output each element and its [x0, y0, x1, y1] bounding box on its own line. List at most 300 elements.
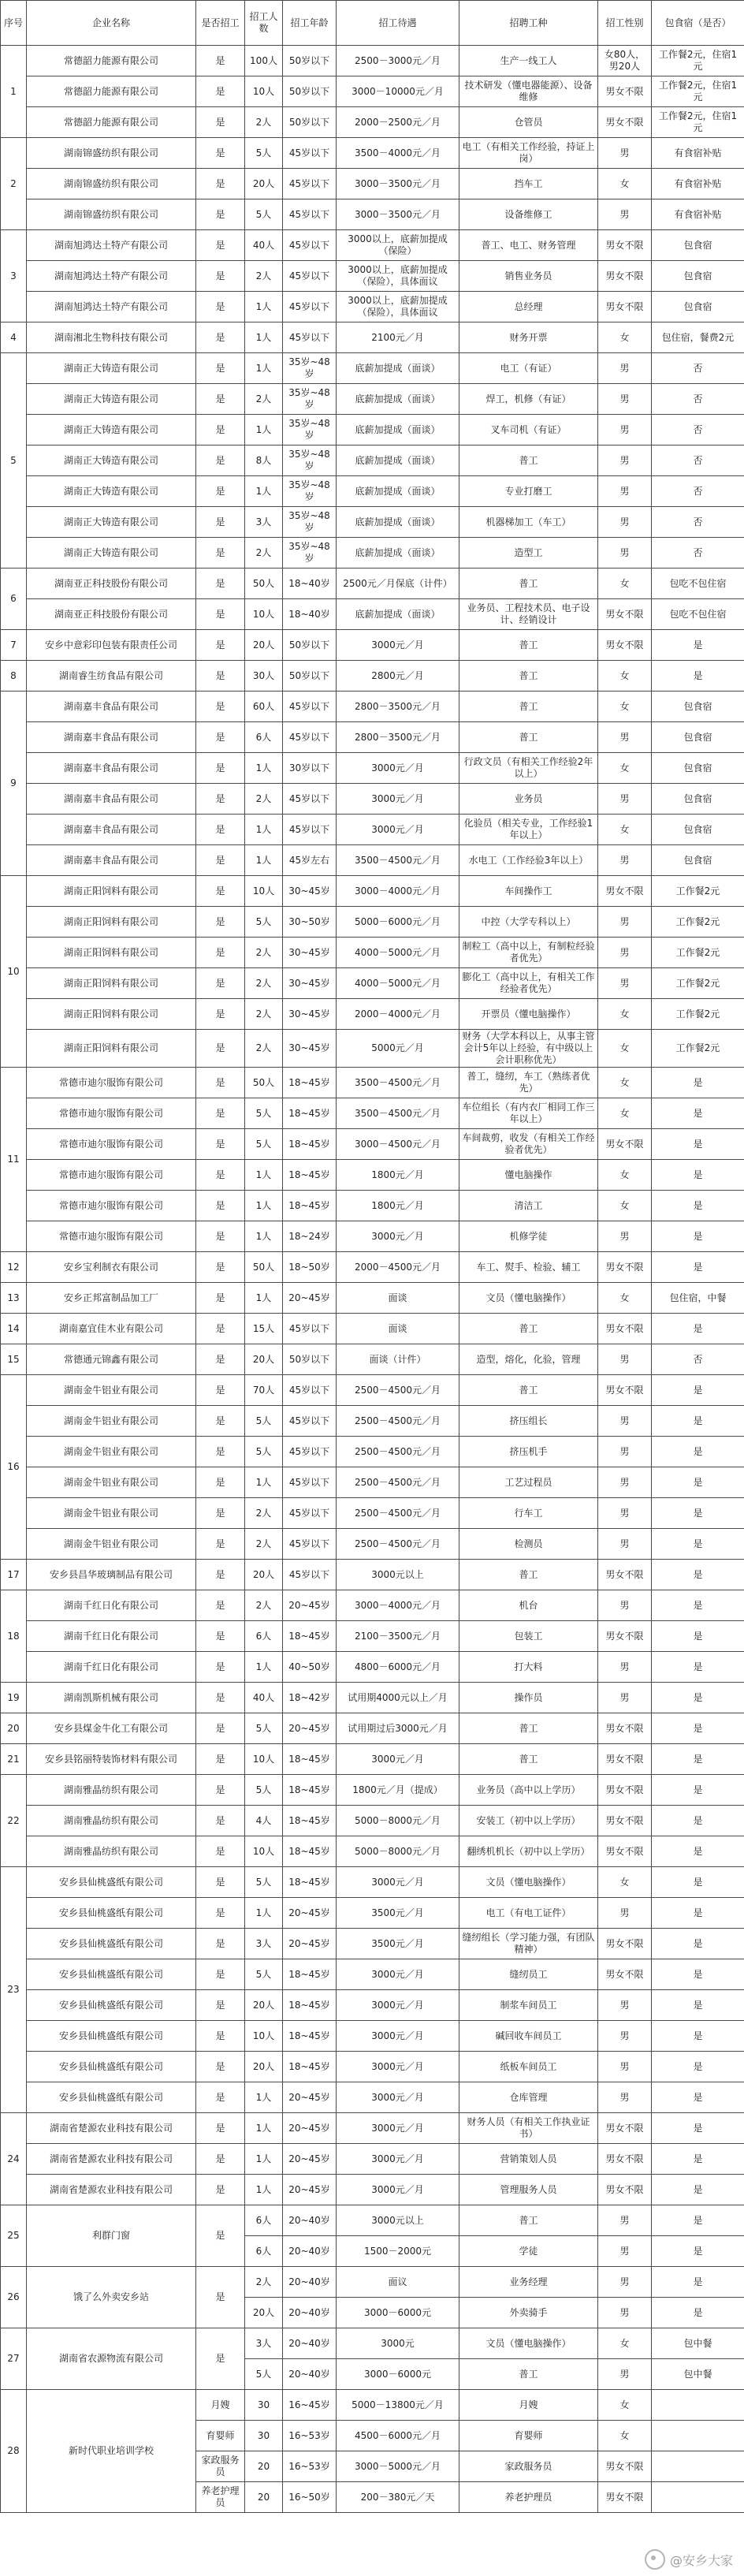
- job-type: 财务人员（有相关工作执业证书）: [459, 2113, 598, 2144]
- table-row: [1, 968, 744, 999]
- gender: 男: [598, 2052, 652, 2082]
- board-lodging: 否: [652, 415, 744, 445]
- table-row: [1, 445, 744, 476]
- gender: 男: [598, 1529, 652, 1560]
- hire-count: 1人: [245, 2082, 283, 2113]
- pay: 底薪加提成（面谈）: [337, 476, 459, 507]
- company-name: 湖南亚正科技股份有限公司: [27, 599, 196, 630]
- table-row: [1, 2175, 744, 2205]
- gender: 女: [598, 1160, 652, 1191]
- age-range: 45岁以下: [283, 138, 337, 169]
- board-lodging: 是: [652, 1252, 744, 1283]
- hire-count: 2人: [245, 938, 283, 968]
- job-type: 业务员（高中以上学历）: [459, 1775, 598, 1806]
- company-name: 湖南金牛铝业有限公司: [27, 1529, 196, 1560]
- is-hiring: 是: [196, 1929, 245, 1959]
- age-range: 16~53岁: [283, 2451, 337, 2482]
- hire-count: 3人: [245, 507, 283, 538]
- age-range: 45岁以下: [283, 1529, 337, 1560]
- is-hiring: 是: [196, 1030, 245, 1068]
- table-header-row: [1, 1, 744, 46]
- pay: 3500元／月: [337, 1898, 459, 1929]
- company-name: 常德市迪尔服饰有限公司: [27, 1068, 196, 1098]
- pay: 4000－5000元／月: [337, 968, 459, 999]
- board-lodging: 是: [652, 2144, 744, 2175]
- is-hiring: 是: [196, 2082, 245, 2113]
- job-type: 普工: [459, 2205, 598, 2236]
- board-lodging: 否: [652, 1344, 744, 1375]
- hire-count: 50人: [245, 569, 283, 599]
- job-type: 普工: [459, 722, 598, 753]
- table-row: [1, 1775, 744, 1806]
- job-type: 车工、熨手、检验、辅工: [459, 1252, 598, 1283]
- age-range: 30~45岁: [283, 968, 337, 999]
- is-hiring: 是: [196, 1221, 245, 1252]
- age-range: 20~45岁: [283, 1590, 337, 1621]
- table-row: [1, 169, 744, 199]
- age-range: 20~45岁: [283, 2082, 337, 2113]
- header-cell: 招工年龄: [283, 1, 337, 46]
- job-type: 外卖骑手: [459, 2298, 598, 2328]
- age-range: 30~45岁: [283, 1030, 337, 1068]
- gender: 女: [598, 2421, 652, 2451]
- is-hiring: 是: [196, 1498, 245, 1529]
- pay: 底薪加提成（面谈）: [337, 599, 459, 630]
- hire-count: 3人: [245, 1929, 283, 1959]
- job-type: 文员（懂电脑操作）: [459, 1283, 598, 1314]
- hire-count: 2人: [245, 1498, 283, 1529]
- pay: 3000元: [337, 2328, 459, 2359]
- is-hiring: 是: [196, 46, 245, 76]
- pay: 3000以上，底薪加提成（保险），具体面议: [337, 292, 459, 322]
- company-name: 安乡中意彩印包装有限责任公司: [27, 630, 196, 661]
- table-row: [1, 1314, 744, 1344]
- job-type: 普工: [459, 2359, 598, 2390]
- hire-count: 1人: [245, 845, 283, 876]
- company-name: 湖南旭鸿达土特产有限公司: [27, 261, 196, 292]
- is-hiring: 是: [196, 322, 245, 353]
- is-hiring: 是: [196, 1098, 245, 1129]
- gender: 男女不限: [598, 1129, 652, 1160]
- hire-count: 5人: [245, 1406, 283, 1437]
- job-type: 家政服务员: [459, 2451, 598, 2482]
- age-range: 45岁以下: [283, 784, 337, 815]
- gender: 男: [598, 2267, 652, 2298]
- table-row: [1, 2021, 744, 2052]
- is-hiring: 是: [196, 599, 245, 630]
- hire-count: 50人: [245, 1068, 283, 1098]
- hire-count: 2人: [245, 538, 283, 569]
- job-type: 制粒工（高中以上，有制粒经验者优先）: [459, 938, 598, 968]
- pay: 200－380元／天: [337, 2482, 459, 2513]
- age-range: 35岁~48岁: [283, 507, 337, 538]
- row-number: 19: [1, 1683, 27, 1713]
- pay: 3000－4000元／月: [337, 876, 459, 907]
- is-hiring: 是: [196, 1959, 245, 1990]
- hire-count: 2人: [245, 1529, 283, 1560]
- table-row: [1, 1344, 744, 1375]
- job-type: 检测员: [459, 1529, 598, 1560]
- is-hiring: 是: [196, 2113, 245, 2144]
- board-lodging: 是: [652, 1406, 744, 1437]
- row-number: 4: [1, 322, 27, 353]
- job-type: 普工: [459, 661, 598, 692]
- board-lodging: 是: [652, 1713, 744, 1744]
- company-name: 湖南省楚源农业科技有限公司: [27, 2113, 196, 2144]
- pay: 3500－4000元／月: [337, 138, 459, 169]
- table-row: [1, 999, 744, 1030]
- job-type: 造型，熔化，化验，管理: [459, 1344, 598, 1375]
- table-row: [1, 353, 744, 384]
- job-type: 销售业务员: [459, 261, 598, 292]
- board-lodging: 工作餐2元: [652, 999, 744, 1030]
- hire-count: 2人: [245, 1590, 283, 1621]
- header-cell: 包食宿（是否）: [652, 1, 744, 46]
- job-type: 开票员（懂电脑操作）: [459, 999, 598, 1030]
- watermark: [645, 2549, 733, 2570]
- company-name: 常德市迪尔服饰有限公司: [27, 1221, 196, 1252]
- age-range: 30~45岁: [283, 876, 337, 907]
- job-type: 碱回收车间员工: [459, 2021, 598, 2052]
- age-range: 18~24岁: [283, 1221, 337, 1252]
- is-hiring: 是: [196, 169, 245, 199]
- hire-count: 20人: [245, 1560, 283, 1590]
- company-name: 湖南省楚源农业科技有限公司: [27, 2144, 196, 2175]
- board-lodging: 有食宿补贴: [652, 199, 744, 230]
- hire-count: 20人: [245, 169, 283, 199]
- hire-count: 5人: [245, 907, 283, 938]
- age-range: 35岁~48岁: [283, 415, 337, 445]
- pay: 5000－13800元／月: [337, 2390, 459, 2421]
- gender: 女: [598, 661, 652, 692]
- company-name: 湖南亚正科技股份有限公司: [27, 569, 196, 599]
- age-range: 20~45岁: [283, 2175, 337, 2205]
- pay: 底薪加提成（面谈）: [337, 415, 459, 445]
- is-hiring: 是: [196, 1713, 245, 1744]
- row-number: 16: [1, 1375, 27, 1560]
- is-hiring: 是: [196, 1314, 245, 1344]
- pay: 3000元／月: [337, 1867, 459, 1898]
- hire-count: 20人: [245, 1344, 283, 1375]
- row-number: 26: [1, 2267, 27, 2328]
- company-name: 常德韶力能源有限公司: [27, 46, 196, 76]
- pay: 2000－2500元／月: [337, 107, 459, 138]
- pay: 5000－8000元／月: [337, 1836, 459, 1867]
- job-type: 行政文员（有相关工作经验2年以上）: [459, 753, 598, 784]
- is-hiring: 是: [196, 1652, 245, 1683]
- company-name: 湖南省农源物流有限公司: [27, 2328, 196, 2390]
- pay: 1800元／月（提成）: [337, 1775, 459, 1806]
- table-body: [1, 46, 744, 2513]
- pay: 试用期4000元以上／月: [337, 1683, 459, 1713]
- gender: 女: [598, 2390, 652, 2421]
- board-lodging: 包食宿: [652, 753, 744, 784]
- gender: 女: [598, 322, 652, 353]
- gender: 男女不限: [598, 1252, 652, 1283]
- pay: 3500－4500元／月: [337, 1068, 459, 1098]
- company-name: 利群门窗: [27, 2205, 196, 2267]
- gender: 男女不限: [598, 2482, 652, 2513]
- age-range: 20~45岁: [283, 2113, 337, 2144]
- job-type: 普工: [459, 1560, 598, 1590]
- company-name: 湖南正阳饲料有限公司: [27, 968, 196, 999]
- board-lodging: 包食宿: [652, 722, 744, 753]
- company-name: 湖南金牛铝业有限公司: [27, 1406, 196, 1437]
- is-hiring: 是: [196, 692, 245, 722]
- job-type: 挤压机手: [459, 1437, 598, 1467]
- is-hiring: 是: [196, 1621, 245, 1652]
- board-lodging: 是: [652, 1467, 744, 1498]
- job-type: 叉车司机（有证）: [459, 415, 598, 445]
- age-range: 20~45岁: [283, 1898, 337, 1929]
- job-type: 制浆车间员工: [459, 1990, 598, 2021]
- hire-count: 5人: [245, 1098, 283, 1129]
- table-row: [1, 1191, 744, 1221]
- gender: 男女不限: [598, 1806, 652, 1836]
- age-range: 18~40岁: [283, 599, 337, 630]
- board-lodging: 否: [652, 445, 744, 476]
- job-type: 膨化工（高中以上，有相关工作经验者优先）: [459, 968, 598, 999]
- board-lodging: 是: [652, 1590, 744, 1621]
- age-range: 18~45岁: [283, 1959, 337, 1990]
- pay: 3000－6000元: [337, 2359, 459, 2390]
- board-lodging: 是: [652, 1068, 744, 1098]
- board-lodging: 工作餐2元，住宿1元: [652, 46, 744, 76]
- gender: 男: [598, 2205, 652, 2236]
- company-name: 湖南嘉丰食品有限公司: [27, 753, 196, 784]
- board-lodging: 是: [652, 1560, 744, 1590]
- pay: 3000元／月: [337, 2021, 459, 2052]
- board-lodging: 否: [652, 353, 744, 384]
- age-range: 18~45岁: [283, 1098, 337, 1129]
- job-type: 普工: [459, 445, 598, 476]
- board-lodging: 否: [652, 538, 744, 569]
- age-range: 35岁~48岁: [283, 445, 337, 476]
- table-row: [1, 1252, 744, 1283]
- job-type: 操作员: [459, 1683, 598, 1713]
- job-type: 包装工: [459, 1621, 598, 1652]
- hire-count: 10人: [245, 1836, 283, 1867]
- is-hiring: 是: [196, 1744, 245, 1775]
- board-lodging: 是: [652, 1806, 744, 1836]
- hire-count: 20: [245, 2451, 283, 2482]
- table-row: [1, 2328, 744, 2359]
- board-lodging: 是: [652, 1314, 744, 1344]
- board-lodging: 工作餐2元: [652, 907, 744, 938]
- hire-count: 2人: [245, 999, 283, 1030]
- job-type: 打大料: [459, 1652, 598, 1683]
- job-type: 财务（大学本科以上，从事主管会计5年以上经验，有中级以上会计职称优先）: [459, 1030, 598, 1068]
- board-lodging: 是: [652, 1775, 744, 1806]
- hire-count: 1人: [245, 2175, 283, 2205]
- table-row: [1, 1437, 744, 1467]
- company-name: 湖南省楚源农业科技有限公司: [27, 2175, 196, 2205]
- row-number: 13: [1, 1283, 27, 1314]
- company-name: 安乡县昌华玻璃制品有限公司: [27, 1560, 196, 1590]
- hire-count: 1人: [245, 292, 283, 322]
- table-row: [1, 199, 744, 230]
- gender: 男: [598, 1467, 652, 1498]
- pay: 3000－4000元／月: [337, 1590, 459, 1621]
- age-range: 45岁以下: [283, 1437, 337, 1467]
- is-hiring: 是: [196, 1068, 245, 1098]
- row-number: 18: [1, 1590, 27, 1683]
- table-row: [1, 2267, 744, 2298]
- hire-count: 15人: [245, 1314, 283, 1344]
- board-lodging: 是: [652, 2052, 744, 2082]
- table-row: [1, 1129, 744, 1160]
- job-type: 财务开票: [459, 322, 598, 353]
- table-row: [1, 1683, 744, 1713]
- company-name: 安乡正邦富制品加工厂: [27, 1283, 196, 1314]
- table-row: [1, 2144, 744, 2175]
- table-row: [1, 2113, 744, 2144]
- is-hiring: 是: [196, 968, 245, 999]
- age-range: 18~45岁: [283, 1806, 337, 1836]
- age-range: 35岁~48岁: [283, 538, 337, 569]
- header-cell: 招工人数: [245, 1, 283, 46]
- is-hiring: 是: [196, 1683, 245, 1713]
- gender: 男: [598, 1437, 652, 1467]
- job-type: 营销策划人员: [459, 2144, 598, 2175]
- table-row: [1, 230, 744, 261]
- board-lodging: [652, 2482, 744, 2513]
- row-number: 14: [1, 1314, 27, 1344]
- company-name: 安乡县仙桃盛纸有限公司: [27, 1959, 196, 1990]
- board-lodging: 是: [652, 1129, 744, 1160]
- is-hiring: 是: [196, 261, 245, 292]
- hire-count: 1人: [245, 2144, 283, 2175]
- table-row: [1, 938, 744, 968]
- job-type: 机器梯加工（车工）: [459, 507, 598, 538]
- hire-count: 1人: [245, 2113, 283, 2144]
- board-lodging: 是: [652, 1867, 744, 1898]
- gender: 男: [598, 507, 652, 538]
- table-row: [1, 1098, 744, 1129]
- age-range: 45岁以下: [283, 261, 337, 292]
- pay: 2500－3000元／月: [337, 46, 459, 76]
- age-range: 45岁以下: [283, 692, 337, 722]
- board-lodging: 是: [652, 1744, 744, 1775]
- age-range: 45岁以下: [283, 1375, 337, 1406]
- age-range: 20~40岁: [283, 2267, 337, 2298]
- hire-count: 60人: [245, 692, 283, 722]
- pay: 面谈（计件）: [337, 1344, 459, 1375]
- is-hiring: 是: [196, 876, 245, 907]
- hire-count: 5人: [245, 138, 283, 169]
- company-name: 安乡县煤金牛化工有限公司: [27, 1713, 196, 1744]
- is-hiring: 是: [196, 845, 245, 876]
- job-type: 挤压组长: [459, 1406, 598, 1437]
- hire-count: 1人: [245, 415, 283, 445]
- gender: 女: [598, 1030, 652, 1068]
- company-name: 饿了么外卖安乡站: [27, 2267, 196, 2328]
- company-name: 湖南金牛铝业有限公司: [27, 1498, 196, 1529]
- is-hiring: 是: [196, 353, 245, 384]
- gender: 男: [598, 722, 652, 753]
- company-name: 常德市迪尔服饰有限公司: [27, 1129, 196, 1160]
- table-row: [1, 1467, 744, 1498]
- company-name: 湖南千红日化有限公司: [27, 1652, 196, 1683]
- hire-count: 10人: [245, 1744, 283, 1775]
- age-range: 16~45岁: [283, 2390, 337, 2421]
- hire-count: 20人: [245, 630, 283, 661]
- gender: 男女不限: [598, 230, 652, 261]
- is-hiring: 是: [196, 1836, 245, 1867]
- table-row: [1, 1406, 744, 1437]
- job-type: 学徒: [459, 2236, 598, 2267]
- table-row: [1, 2390, 744, 2421]
- hire-count: 8人: [245, 445, 283, 476]
- gender: 男: [598, 1898, 652, 1929]
- pay: 1500－2000元: [337, 2236, 459, 2267]
- age-range: 40~50岁: [283, 1652, 337, 1683]
- age-range: 18~40岁: [283, 569, 337, 599]
- is-hiring: 是: [196, 199, 245, 230]
- board-lodging: 包住宿，中餐: [652, 1283, 744, 1314]
- board-lodging: 是: [652, 1375, 744, 1406]
- job-type: 缝纫员工: [459, 1959, 598, 1990]
- job-type: 普工: [459, 569, 598, 599]
- age-range: 18~42岁: [283, 1683, 337, 1713]
- company-name: 湖南锦盛纺织有限公司: [27, 138, 196, 169]
- pay: 3500元／月: [337, 1929, 459, 1959]
- gender: 男: [598, 1590, 652, 1621]
- is-hiring: 是: [196, 1806, 245, 1836]
- age-range: 30~50岁: [283, 907, 337, 938]
- board-lodging: 是: [652, 1221, 744, 1252]
- age-range: 18~45岁: [283, 1867, 337, 1898]
- age-range: 50岁以下: [283, 630, 337, 661]
- table-row: [1, 415, 744, 445]
- row-number: 5: [1, 353, 27, 569]
- company-name: 湖南正大铸造有限公司: [27, 353, 196, 384]
- table-row: [1, 722, 744, 753]
- is-hiring: 是: [196, 1590, 245, 1621]
- gender: 女: [598, 569, 652, 599]
- board-lodging: 是: [652, 2205, 744, 2236]
- gender: 男女不限: [598, 261, 652, 292]
- pay: 3000以上，底薪加提成（保险），具体面议: [337, 261, 459, 292]
- gender: 男女不限: [598, 76, 652, 107]
- header-cell: 招聘工种: [459, 1, 598, 46]
- age-range: 20~45岁: [283, 1929, 337, 1959]
- row-number: 15: [1, 1344, 27, 1375]
- age-range: 45岁以下: [283, 322, 337, 353]
- age-range: 18~50岁: [283, 1252, 337, 1283]
- age-range: 35岁~48岁: [283, 476, 337, 507]
- hire-count: 30: [245, 2421, 283, 2451]
- age-range: 50岁以下: [283, 76, 337, 107]
- is-hiring: 是: [196, 1560, 245, 1590]
- board-lodging: 是: [652, 1929, 744, 1959]
- company-name: 安乡县仙桃盛纸有限公司: [27, 1990, 196, 2021]
- age-range: 18~45岁: [283, 1191, 337, 1221]
- company-name: 湖南锦盛纺织有限公司: [27, 199, 196, 230]
- gender: 男女不限: [598, 599, 652, 630]
- is-hiring: 是: [196, 569, 245, 599]
- company-name: 湖南正阳饲料有限公司: [27, 938, 196, 968]
- gender: 男女不限: [598, 1929, 652, 1959]
- gender: 女: [598, 1068, 652, 1098]
- hire-count: 2人: [245, 2267, 283, 2298]
- board-lodging: 工作餐2元，住宿1元: [652, 107, 744, 138]
- is-hiring: 是: [196, 999, 245, 1030]
- hire-count: 30: [245, 2390, 283, 2421]
- board-lodging: 是: [652, 1160, 744, 1191]
- age-range: 45岁以下: [283, 169, 337, 199]
- board-lodging: 是: [652, 1621, 744, 1652]
